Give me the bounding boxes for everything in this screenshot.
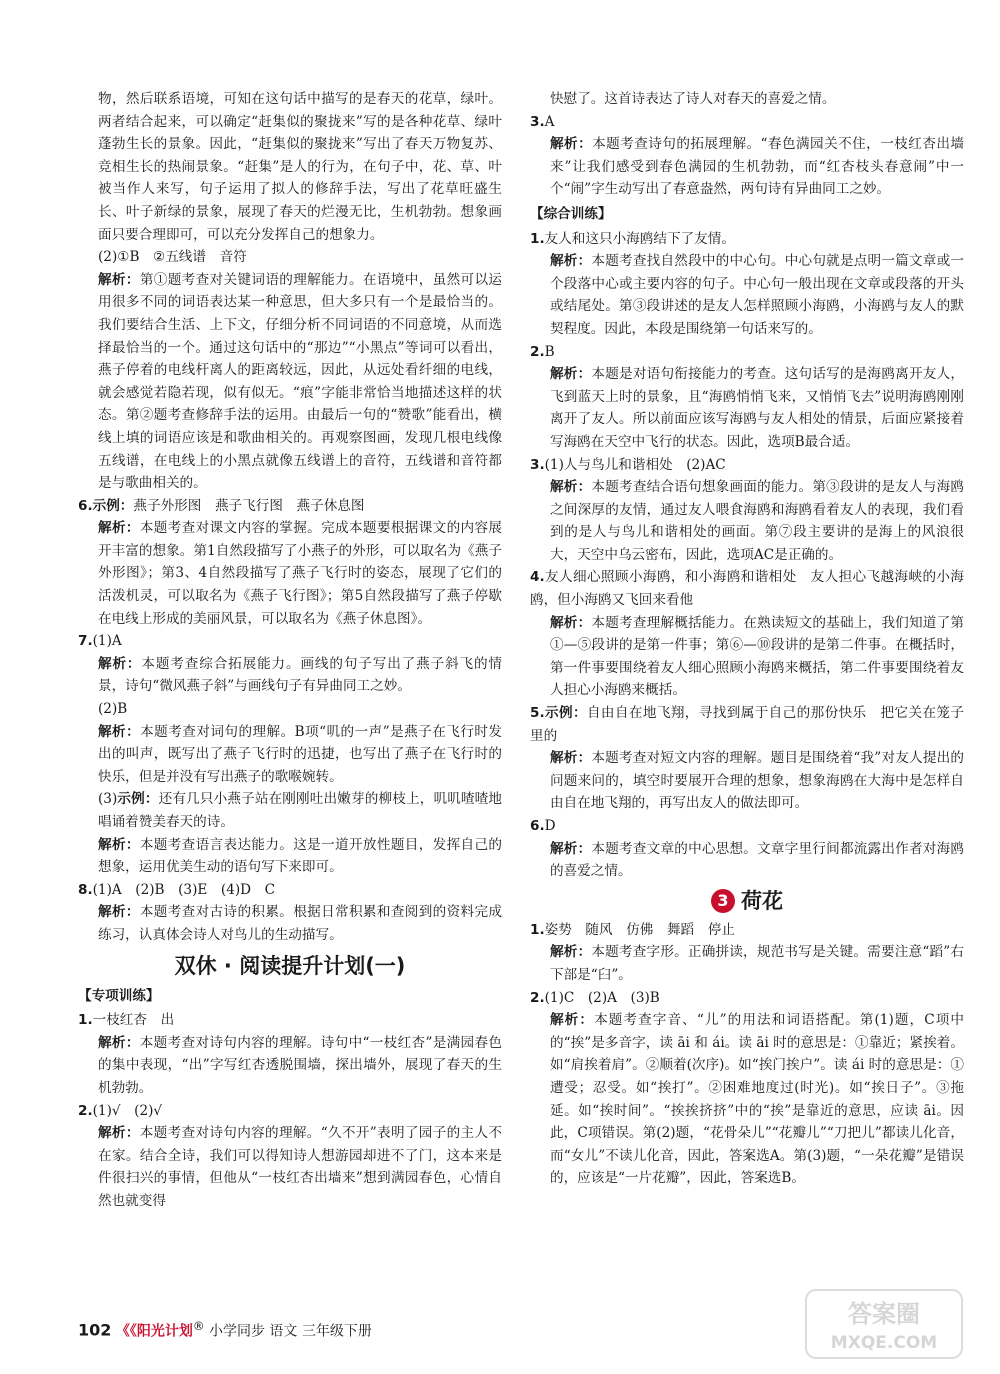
series-name: 小学同步 语文 三年级下册 <box>208 1323 372 1340</box>
analysis-block <box>78 517 502 630</box>
analysis-label: 解析： <box>98 520 140 537</box>
analysis-label: 解析： <box>98 723 141 740</box>
lesson-title-text: 荷花 <box>741 888 783 913</box>
question-number: 2. <box>530 989 545 1006</box>
combined-question-5 <box>530 702 964 747</box>
answer-text: (1)A <box>92 633 122 650</box>
watermark-line-1: 答案圈 <box>848 1300 920 1328</box>
answer-text: (1)人与鸟儿和谐相处 (2)AC <box>544 456 726 473</box>
question-number: 2. <box>78 1102 93 1119</box>
analysis-block <box>530 838 964 883</box>
lesson-question-2 <box>530 987 964 1010</box>
analysis-label: 解析： <box>550 840 592 857</box>
question-number: 1. <box>530 921 545 938</box>
answer-text: (1)√ (2)√ <box>92 1102 163 1119</box>
example-label: 示例： <box>544 705 587 722</box>
analysis-label: 解析： <box>550 366 592 383</box>
analysis-label: 解析： <box>550 614 592 631</box>
analysis-label: 解析： <box>98 904 140 921</box>
analysis-label: 解析： <box>550 750 592 767</box>
lesson-title <box>530 885 964 917</box>
analysis-text: 本题考查对古诗的积累。根据日常积累和查阅到的资料完成练习，认真体会诗人对鸟儿的生动描写。 <box>98 904 503 943</box>
question-7 <box>78 630 502 653</box>
brand-name: 阳光计划 <box>136 1323 193 1340</box>
analysis-label: 解析： <box>98 655 142 672</box>
analysis-text: 本题考查字形。正确拼读，规范书写是关键。需要注意“蹈”右下部是“臼”。 <box>550 944 964 983</box>
answer-prefix: (3) <box>98 791 118 808</box>
analysis-block <box>530 250 964 340</box>
lesson-number-badge: 3 <box>711 889 735 913</box>
analysis-label: 解析： <box>550 136 593 153</box>
page-number: 102 <box>78 1320 112 1340</box>
analysis-text: 第①题考查对关键词语的理解能力。在语境中，虽然可以运用很多不同的词语表达某一种意思，但大多只有一个是最恰当的。我们要结合生活、上下文，仔细分析不同词语的不同意境，从而选择最恰当的一个。通过这句话中的“那边”“小黑点”等词可以看出，燕子停着的电线杆离人的距离较远，因此，从远处看纤细的电线，就会感觉若隐若现，似有似无。“痕”字能非常恰当地描述这样的状态。第②题考查修辞手法的运用。由最后一句的“赞歌”能看出，横线上填的词语应该是和歌曲相关的。再观察图画，发现几根电线像五线谱，在电线上的小黑点就像五线谱上的音符，五线谱和音符都是与歌曲相关的。 <box>98 271 503 492</box>
watermark-logo <box>804 1288 964 1360</box>
question-number: 1. <box>530 230 545 247</box>
chevron-icon: 《《 <box>115 1323 137 1340</box>
question-number: 2. <box>530 343 545 360</box>
analysis-block <box>78 1032 502 1100</box>
special-question-2 <box>78 1100 502 1123</box>
question-number: 1. <box>78 1012 93 1029</box>
answer-text: 自由自在地飞翔，寻找到属于自己的那份快乐 把它关在笼子里的 <box>530 705 965 744</box>
analysis-block <box>530 1009 964 1190</box>
answer-text: 友人细心照顾小海鸥，和小海鸥和谐相处 友人担心飞越海峡的小海鸥，但小海鸥又飞回来看他 <box>530 569 964 609</box>
analysis-label: 解析： <box>550 1012 595 1029</box>
left-column <box>78 88 502 1213</box>
lesson-question-1 <box>530 919 964 942</box>
analysis-block <box>78 1122 502 1212</box>
analysis-text: 本题考查对课文内容的掌握。完成本题要根据课文的内容展开丰富的想象。第1自然段描写了小燕子的外形，可以取名为《燕子外形图》；第3、4自然段描写了燕子飞行时的姿态，展现了它们的活泼机灵，可以取名为《燕子飞行图》；第5自然段描写了燕子停歇在电线上形成的美丽风景，可以取名为《燕子休息图》。 <box>98 520 503 627</box>
answer-text: 燕子外形图 燕子飞行图 燕子休息图 <box>133 497 365 514</box>
analysis-block <box>530 133 964 201</box>
page-footer <box>78 1316 372 1342</box>
question-number: 7. <box>78 633 93 650</box>
watermark-line-2: MXQE.COM <box>830 1333 938 1353</box>
answer-line <box>78 698 502 721</box>
analysis-label: 解析： <box>98 1125 140 1142</box>
answer-line <box>78 246 502 269</box>
analysis-block <box>78 653 502 698</box>
answer-text: 一枝红杏 出 <box>92 1012 175 1029</box>
analysis-block <box>78 269 502 495</box>
analysis-text: 本题考查综合拓展能力。画线的句子写出了燕子斜飞的情景，诗句“微风燕子斜”与画线句子有异曲同工之妙。 <box>98 655 503 695</box>
question-number: 6. <box>530 818 545 834</box>
answer-text: 友人和这只小海鸥结下了友情。 <box>544 230 735 247</box>
answer-text: (1)A (2)B (3)E (4)D C <box>92 881 276 898</box>
combined-question-3 <box>530 454 964 477</box>
analysis-label: 解析： <box>550 253 592 270</box>
answer-text: D <box>544 818 556 834</box>
answer-text: 还有几只小燕子站在刚刚吐出嫩芽的柳枝上，叽叽喳喳地唱诵着赞美春天的诗。 <box>98 791 503 830</box>
analysis-label: 解析： <box>98 836 140 853</box>
example-label: 示例： <box>92 497 134 514</box>
question-number: 6. <box>78 497 93 514</box>
special-question-3 <box>530 111 964 134</box>
analysis-text: 本题是对语句衔接能力的考查。这句话写的是海鸥离开友人，飞到蓝天上时的景象，且“海鸥悄悄飞来，又悄悄飞去”说明海鸥刚刚离开了友人。所以前面应该写海鸥与友人相处的情景，后面应紧接着写海鸥在天空中飞行的状态。因此，选项B最合适。 <box>550 366 964 450</box>
paragraph-continued: 快慰了。这首诗表达了诗人对春天的喜爱之情。 <box>550 91 836 107</box>
analysis-block <box>78 721 502 789</box>
section-title: 双休 · 阅读提升计划(一) <box>174 953 406 978</box>
question-6 <box>78 495 502 518</box>
question-number: 3. <box>530 113 545 130</box>
analysis-text: 本题考查找自然段中的中心句。中心句就是点明一篇文章或一个段落中心或主要内容的句子。中心句一般出现在文章或段落的开头或结尾处。第③段讲述的是友人怎样照顾小海鸥，小海鸥与友人的默契程度。因此，本段是围绕第一句话来写的。 <box>550 253 964 337</box>
example-label: 示例： <box>117 791 159 808</box>
analysis-block <box>78 834 502 879</box>
analysis-text: 本题考查结合语句想象画面的能力。第③段讲的是友人与海鸥之间深厚的友情，通过友人喂食海鸥和海鸥看着友人的表现，我们看到的是人与鸟儿和谐相处的画面。第⑦段主要讲的是海上的风浪很大，天空中乌云密布，因此，选项AC是正确的。 <box>550 479 964 563</box>
analysis-block <box>530 363 964 453</box>
combined-question-2 <box>530 341 964 364</box>
analysis-block <box>530 612 964 702</box>
special-question-1 <box>78 1009 502 1032</box>
answer-text: A <box>544 113 555 130</box>
analysis-block <box>78 901 502 946</box>
answer-line <box>78 788 502 833</box>
answer-text: (2)B <box>98 701 128 718</box>
analysis-text: 本题考查语言表达能力。这是一道开放性题目，发挥自己的想象，运用优美生动的语句写下来即可。 <box>98 836 503 876</box>
analysis-text: 本题考查文章的中心思想。文章字里行间都流露出作者对海鸥的喜爱之情。 <box>550 840 964 880</box>
answer-text: 姿势 随风 仿佛 舞蹈 停止 <box>544 921 735 938</box>
analysis-text: 本题考查理解概括能力。在熟读短文的基础上，我们知道了第①—⑤段讲的是第一件事；第⑥—⑩段讲的是第二件事。在概括时，第一件事要围绕着友人细心照顾小海鸥来概括，第二件事要围绕着友人担心小海鸥来概括。 <box>550 614 964 699</box>
analysis-block <box>530 747 964 815</box>
answer-text: (2)①B ②五线谱 音符 <box>98 249 247 266</box>
analysis-text: 本题考查字音、“儿”的用法和词语搭配。第(1)题，C项中的“挨”是多音字，读 āi 和 ái。读 āi 时的意思是：①靠近；紧挨着。如“肩挨着肩”。②顺着(次序)。如“挨门挨户”。读 ái 时的意思是：①遭受；忍受。如“挨打”。②困难地度过(时光)。如“挨日子”。③拖延。如“挨时间”。“挨挨挤挤”中的“挨”是靠近的意思，应读 āi。因此，C项错误。第(2)题，“花骨朵儿”“花瓣儿”“刀把儿”都读儿化音，而“女儿”不读儿化音，因此，答案选A。第(3)题，“一朵花瓣”是错误的，应该是“一片花瓣”，因此，答案选B。 <box>550 1012 964 1187</box>
analysis-block <box>530 476 964 566</box>
section-label: 【综合训练】 <box>530 205 612 222</box>
question-number: 8. <box>78 881 93 898</box>
analysis-text: 本题考查对诗句内容的理解。诗句中“一枝红杏”是满园春色的集中表现，“出”字写红杏透脱围墙，探出墙外，展现了春天的生机勃勃。 <box>98 1034 502 1096</box>
answer-text: B <box>544 343 555 360</box>
analysis-text: 本题考查对短文内容的理解。题目是围绕着“我”对友人提出的问题来问的，填空时要展开合理的想象，想象海鸥在大海中是怎样自由自在地飞翔的，再写出友人的做法即可。 <box>550 750 964 812</box>
question-number: 5. <box>530 705 545 722</box>
combined-question-1 <box>530 228 964 251</box>
analysis-block <box>530 941 964 986</box>
question-8 <box>78 879 502 902</box>
combined-question-4 <box>530 566 964 611</box>
registered-mark: ® <box>192 1319 205 1333</box>
analysis-label: 解析： <box>98 1034 140 1051</box>
analysis-label: 解析： <box>98 271 140 288</box>
analysis-text: 本题考查对词句的理解。B项“叽的一声”是燕子在飞行时发出的叫声，既写出了燕子飞行时的迅捷，也写出了燕子在飞行时的快乐，但是并没有写出燕子的歌喉婉转。 <box>98 723 503 785</box>
analysis-text: 本题考查诗句的拓展理解。“春色满园关不住，一枝红杏出墙来”让我们感受到春色满园的生机勃勃，而“红杏枝头春意闹”中一个“闹”字生动写出了春意盎然，两句诗有异曲同工之妙。 <box>550 136 964 198</box>
analysis-text: 本题考查对诗句内容的理解。“久不开”表明了园子的主人不在家。结合全诗，我们可以得知诗人想游园却进不了门，这本来是件很扫兴的事情，但他从“一枝红杏出墙来”想到满园春色，心情自然也就变得 <box>98 1125 502 1209</box>
section-label: 【专项训练】 <box>78 987 160 1004</box>
combined-question-6 <box>530 815 964 838</box>
analysis-label: 解析： <box>550 944 592 961</box>
paragraph-continued: 物，然后联系语境，可知在这句话中描写的是春天的花草，绿叶。两者结合起来，可以确定“赶集似的聚拢来”写的是各种花草、绿叶蓬勃生长的景象。因此，“赶集似的聚拢来”写出了春天万物复苏、竞相生长的热闹景象。“赶集”是人的行为，在句子中，花、草、叶被当作人来写，句子运用了拟人的修辞手法，写出了花草旺盛生长、叶子新绿的景象，展现了春天的烂漫无比，生机勃勃。想象画面只要合理即可，可以充分发挥自己的想象力。 <box>98 91 502 243</box>
answer-text: (1)C (2)A (3)B <box>544 989 660 1006</box>
analysis-label: 解析： <box>550 479 592 496</box>
question-number: 4. <box>530 569 545 586</box>
question-number: 3. <box>530 456 545 473</box>
right-column <box>530 88 964 1190</box>
